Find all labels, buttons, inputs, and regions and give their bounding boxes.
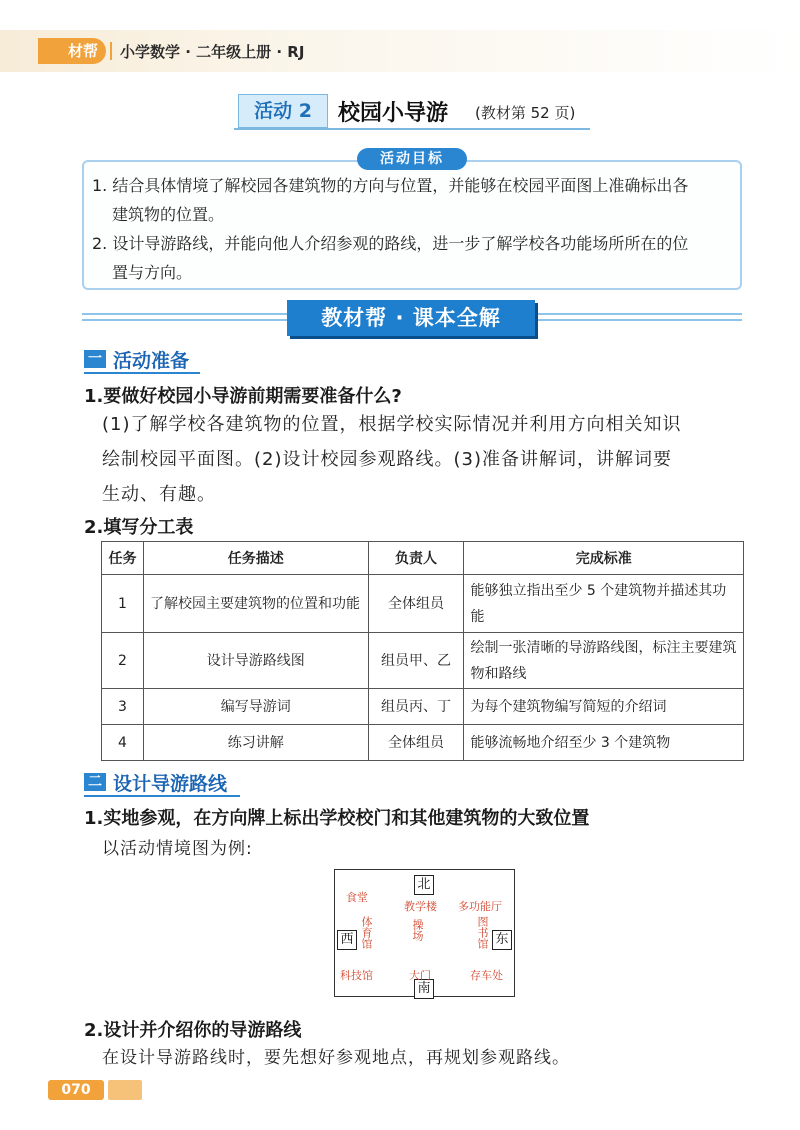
goal-item: 置与方向。 [112, 263, 193, 282]
question-2: 2.设计并介绍你的导游路线 [84, 1020, 302, 1041]
map-label-canteen: 食堂 [346, 891, 368, 904]
table-row [102, 725, 744, 761]
column-header: 负责人 [368, 542, 464, 575]
activity-underline [234, 128, 590, 130]
section-title: 设计导游路线 [113, 773, 228, 795]
table-row [102, 689, 744, 725]
section-number: 一 [84, 350, 106, 368]
question-1: 1.要做好校园小导游前期需要准备什么? [84, 386, 402, 407]
example-note: 以活动情境图为例: [102, 839, 253, 859]
table-cell: 练习讲解 [143, 725, 368, 761]
column-header: 完成标准 [464, 542, 744, 575]
activity-subtitle: (教材第 52 页) [475, 104, 576, 122]
south-sign: 南 [414, 979, 434, 999]
section-number: 二 [84, 773, 106, 791]
table-cell: 绘制一张清晰的导游路线图，标注主要建筑物和路线 [464, 633, 744, 689]
table-row [102, 575, 744, 633]
map-label-library: 图书馆 [476, 916, 489, 949]
answer-line: 生动、有趣。 [102, 484, 216, 505]
table-cell: 4 [102, 725, 144, 761]
section-underline [84, 795, 240, 797]
north-sign: 北 [414, 875, 434, 895]
goal-item: 1. 结合具体情境了解校园各建筑物的方向与位置，并能够在校园平面图上准确标出各 [92, 176, 689, 195]
section-title: 活动准备 [113, 350, 190, 372]
table-cell: 为每个建筑物编写简短的介绍词 [464, 689, 744, 725]
brand-badge: 材帮 [38, 38, 106, 64]
map-label-multi: 多功能厅 [458, 900, 502, 913]
table-cell: 组员丙、丁 [368, 689, 464, 725]
column-header: 任务 [102, 542, 144, 575]
footer-logo [108, 1080, 142, 1100]
table-cell: 3 [102, 689, 144, 725]
goals-tag: 活动目标 [357, 148, 467, 170]
map-label-gym: 体育馆 [360, 916, 373, 949]
map-label-teaching: 教学楼 [404, 900, 437, 913]
east-sign: 东 [492, 930, 512, 950]
book-title: 小学数学 · 二年级上册 · RJ [120, 43, 305, 61]
table-cell: 全体组员 [368, 725, 464, 761]
header-divider [110, 42, 112, 60]
table-row [102, 633, 744, 689]
task-table [101, 541, 744, 761]
route-note: 在设计导游路线时，要先想好参观地点，再规划参观路线。 [102, 1048, 570, 1068]
table-cell: 2 [102, 633, 144, 689]
activity-title: 校园小导游 [338, 101, 449, 126]
table-cell: 了解校园主要建筑物的位置和功能 [143, 575, 368, 633]
west-sign: 西 [337, 930, 357, 950]
activity-label: 活动 2 [238, 94, 328, 128]
map-label-playground: 操场 [411, 919, 424, 941]
table-cell: 编写导游词 [143, 689, 368, 725]
map-label-gate: 大门 [409, 969, 431, 982]
answer-line: 绘制校园平面图。(2)设计校园参观路线。(3)准备讲解词，讲解词要 [102, 449, 672, 470]
map-label-tech: 科技馆 [340, 969, 373, 982]
section-underline [84, 372, 200, 374]
column-header: 任务描述 [143, 542, 368, 575]
table-header-row [102, 542, 744, 575]
table-cell: 1 [102, 575, 144, 633]
table-cell: 设计导游路线图 [143, 633, 368, 689]
goal-item: 建筑物的位置。 [112, 205, 225, 224]
table-cell: 能够独立指出至少 5 个建筑物并描述其功能 [464, 575, 744, 633]
map-label-bike: 存车处 [470, 969, 503, 982]
question-2: 2.填写分工表 [84, 517, 194, 538]
question-1: 1.实地参观，在方向牌上标出学校校门和其他建筑物的大致位置 [84, 808, 590, 829]
table-cell: 全体组员 [368, 575, 464, 633]
goal-item: 2. 设计导游路线，并能向他人介绍参观的路线，进一步了解学校各功能场所所在的位 [92, 234, 689, 253]
section-banner: 教材帮 · 课本全解 [287, 300, 535, 336]
answer-line: (1)了解学校各建筑物的位置，根据学校实际情况并利用方向相关知识 [102, 414, 682, 435]
page-number: 070 [48, 1080, 104, 1100]
table-cell: 能够流畅地介绍至少 3 个建筑物 [464, 725, 744, 761]
table-cell: 组员甲、乙 [368, 633, 464, 689]
